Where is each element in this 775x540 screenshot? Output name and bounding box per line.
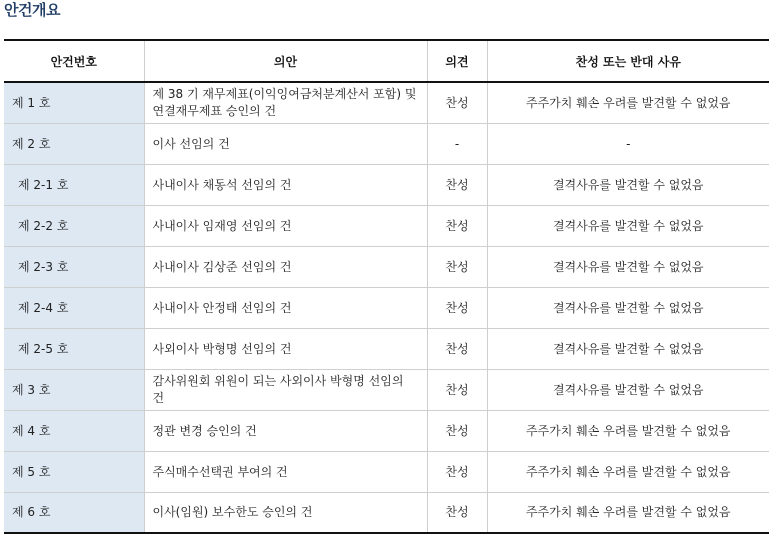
opinion-cell: 찬성	[427, 411, 487, 452]
opinion-cell: 찬성	[427, 165, 487, 206]
table-row	[4, 288, 769, 329]
header-agenda-number: 안건번호	[4, 40, 144, 82]
agenda-table	[4, 39, 769, 534]
agenda-title-cell: 감사위원회 위원이 되는 사외이사 박형명 선임의 건	[144, 370, 427, 411]
table-row	[4, 247, 769, 288]
agenda-title-cell: 정관 변경 승인의 건	[144, 411, 427, 452]
table-row	[4, 124, 769, 165]
table-row	[4, 370, 769, 411]
section-title: 안건개요	[4, 1, 60, 19]
agenda-number-cell: 제 2-2 호	[4, 206, 144, 247]
agenda-title-cell: 사내이사 안정태 선임의 건	[144, 288, 427, 329]
agenda-title-cell: 이사 선임의 건	[144, 124, 427, 165]
opinion-cell: 찬성	[427, 329, 487, 370]
agenda-title-cell: 주식매수선택권 부여의 건	[144, 452, 427, 493]
table-row	[4, 165, 769, 206]
opinion-cell: 찬성	[427, 247, 487, 288]
agenda-title-cell: 사외이사 박형명 선임의 건	[144, 329, 427, 370]
reason-cell: 결격사유를 발견할 수 없었음	[487, 165, 769, 206]
table-row	[4, 493, 769, 534]
opinion-cell: 찬성	[427, 452, 487, 493]
opinion-cell: 찬성	[427, 370, 487, 411]
agenda-number-cell: 제 2-4 호	[4, 288, 144, 329]
header-reason: 찬성 또는 반대 사유	[487, 40, 769, 82]
reason-cell: -	[487, 124, 769, 165]
reason-cell: 결격사유를 발견할 수 없었음	[487, 247, 769, 288]
table-row	[4, 82, 769, 124]
agenda-number-cell: 제 2-3 호	[4, 247, 144, 288]
table-row	[4, 411, 769, 452]
agenda-number-cell: 제 5 호	[4, 452, 144, 493]
table-row	[4, 452, 769, 493]
table-row	[4, 206, 769, 247]
reason-cell: 결격사유를 발견할 수 없었음	[487, 288, 769, 329]
opinion-cell: 찬성	[427, 493, 487, 534]
reason-cell: 결격사유를 발견할 수 없었음	[487, 329, 769, 370]
reason-cell: 결격사유를 발견할 수 없었음	[487, 206, 769, 247]
agenda-title-cell: 사내이사 임재영 선임의 건	[144, 206, 427, 247]
agenda-number-cell: 제 4 호	[4, 411, 144, 452]
agenda-number-cell: 제 2-1 호	[4, 165, 144, 206]
opinion-cell: -	[427, 124, 487, 165]
reason-cell: 주주가치 훼손 우려를 발견할 수 없었음	[487, 452, 769, 493]
reason-cell: 주주가치 훼손 우려를 발견할 수 없었음	[487, 493, 769, 534]
reason-cell: 주주가치 훼손 우려를 발견할 수 없었음	[487, 82, 769, 124]
header-agenda: 의안	[144, 40, 427, 82]
table-body	[4, 82, 769, 533]
agenda-number-cell: 제 3 호	[4, 370, 144, 411]
reason-cell: 결격사유를 발견할 수 없었음	[487, 370, 769, 411]
agenda-number-cell: 제 2-5 호	[4, 329, 144, 370]
opinion-cell: 찬성	[427, 206, 487, 247]
agenda-title-cell: 사내이사 채동석 선임의 건	[144, 165, 427, 206]
agenda-number-cell: 제 6 호	[4, 493, 144, 534]
agenda-title-cell: 이사(임원) 보수한도 승인의 건	[144, 493, 427, 534]
agenda-number-cell: 제 1 호	[4, 82, 144, 124]
agenda-title-cell: 사내이사 김상준 선임의 건	[144, 247, 427, 288]
agenda-number-cell: 제 2 호	[4, 124, 144, 165]
table-header-row	[4, 40, 769, 82]
agenda-title-cell: 제 38 기 재무제표(이익잉여금처분계산서 포함) 및 연결재무제표 승인의 건	[144, 82, 427, 124]
reason-cell: 주주가치 훼손 우려를 발견할 수 없었음	[487, 411, 769, 452]
opinion-cell: 찬성	[427, 288, 487, 329]
table-row	[4, 329, 769, 370]
header-opinion: 의견	[427, 40, 487, 82]
opinion-cell: 찬성	[427, 82, 487, 124]
